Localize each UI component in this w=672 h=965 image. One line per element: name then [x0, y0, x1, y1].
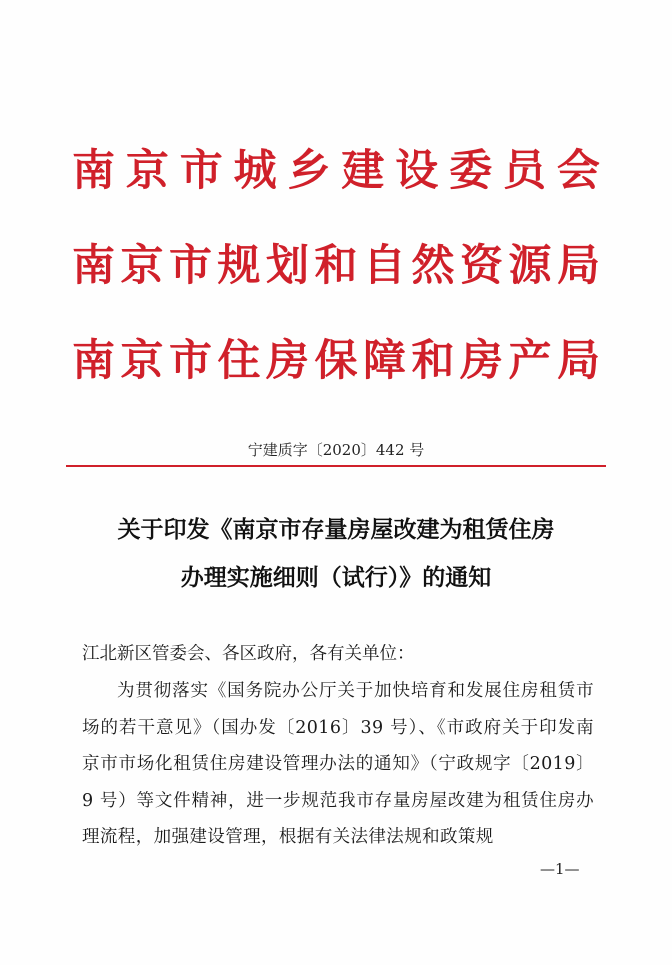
body-paragraph: 为贯彻落实《国务院办公厅关于加快培育和发展住房租赁市场的若干意见》（国办发〔2016〕39 号）、《市政府关于印发南京市市场化租赁住房建设管理办法的通知》（宁政规字〔2019〕9 号）等文件精神，进一步规范我市存量房屋改建为租赁住房办理流程，加强建设管理，根据有关法律法规和政策规 — [82, 681, 594, 848]
document-number: 宁建质字〔2020〕442 号 — [247, 441, 425, 459]
agency-name-3: 南 京 市 住 房 保 障 和 房 产 局 — [72, 336, 600, 386]
red-divider-line — [66, 465, 606, 467]
salutation: 江北新区管委会、各区政府，各有关单位： — [82, 644, 415, 664]
notice-title-line-1: 关于印发《南京市存量房屋改建为租赁住房 — [117, 517, 555, 543]
agency-name-1: 南 京 市 城 乡 建 设 委 员 会 — [72, 146, 600, 196]
agency-name-2: 南 京 市 规 划 和 自 然 资 源 局 — [72, 241, 600, 291]
notice-title-line-2: 办理实施细则（试行）》的通知 — [180, 565, 492, 591]
page-number: —1— — [540, 860, 580, 878]
